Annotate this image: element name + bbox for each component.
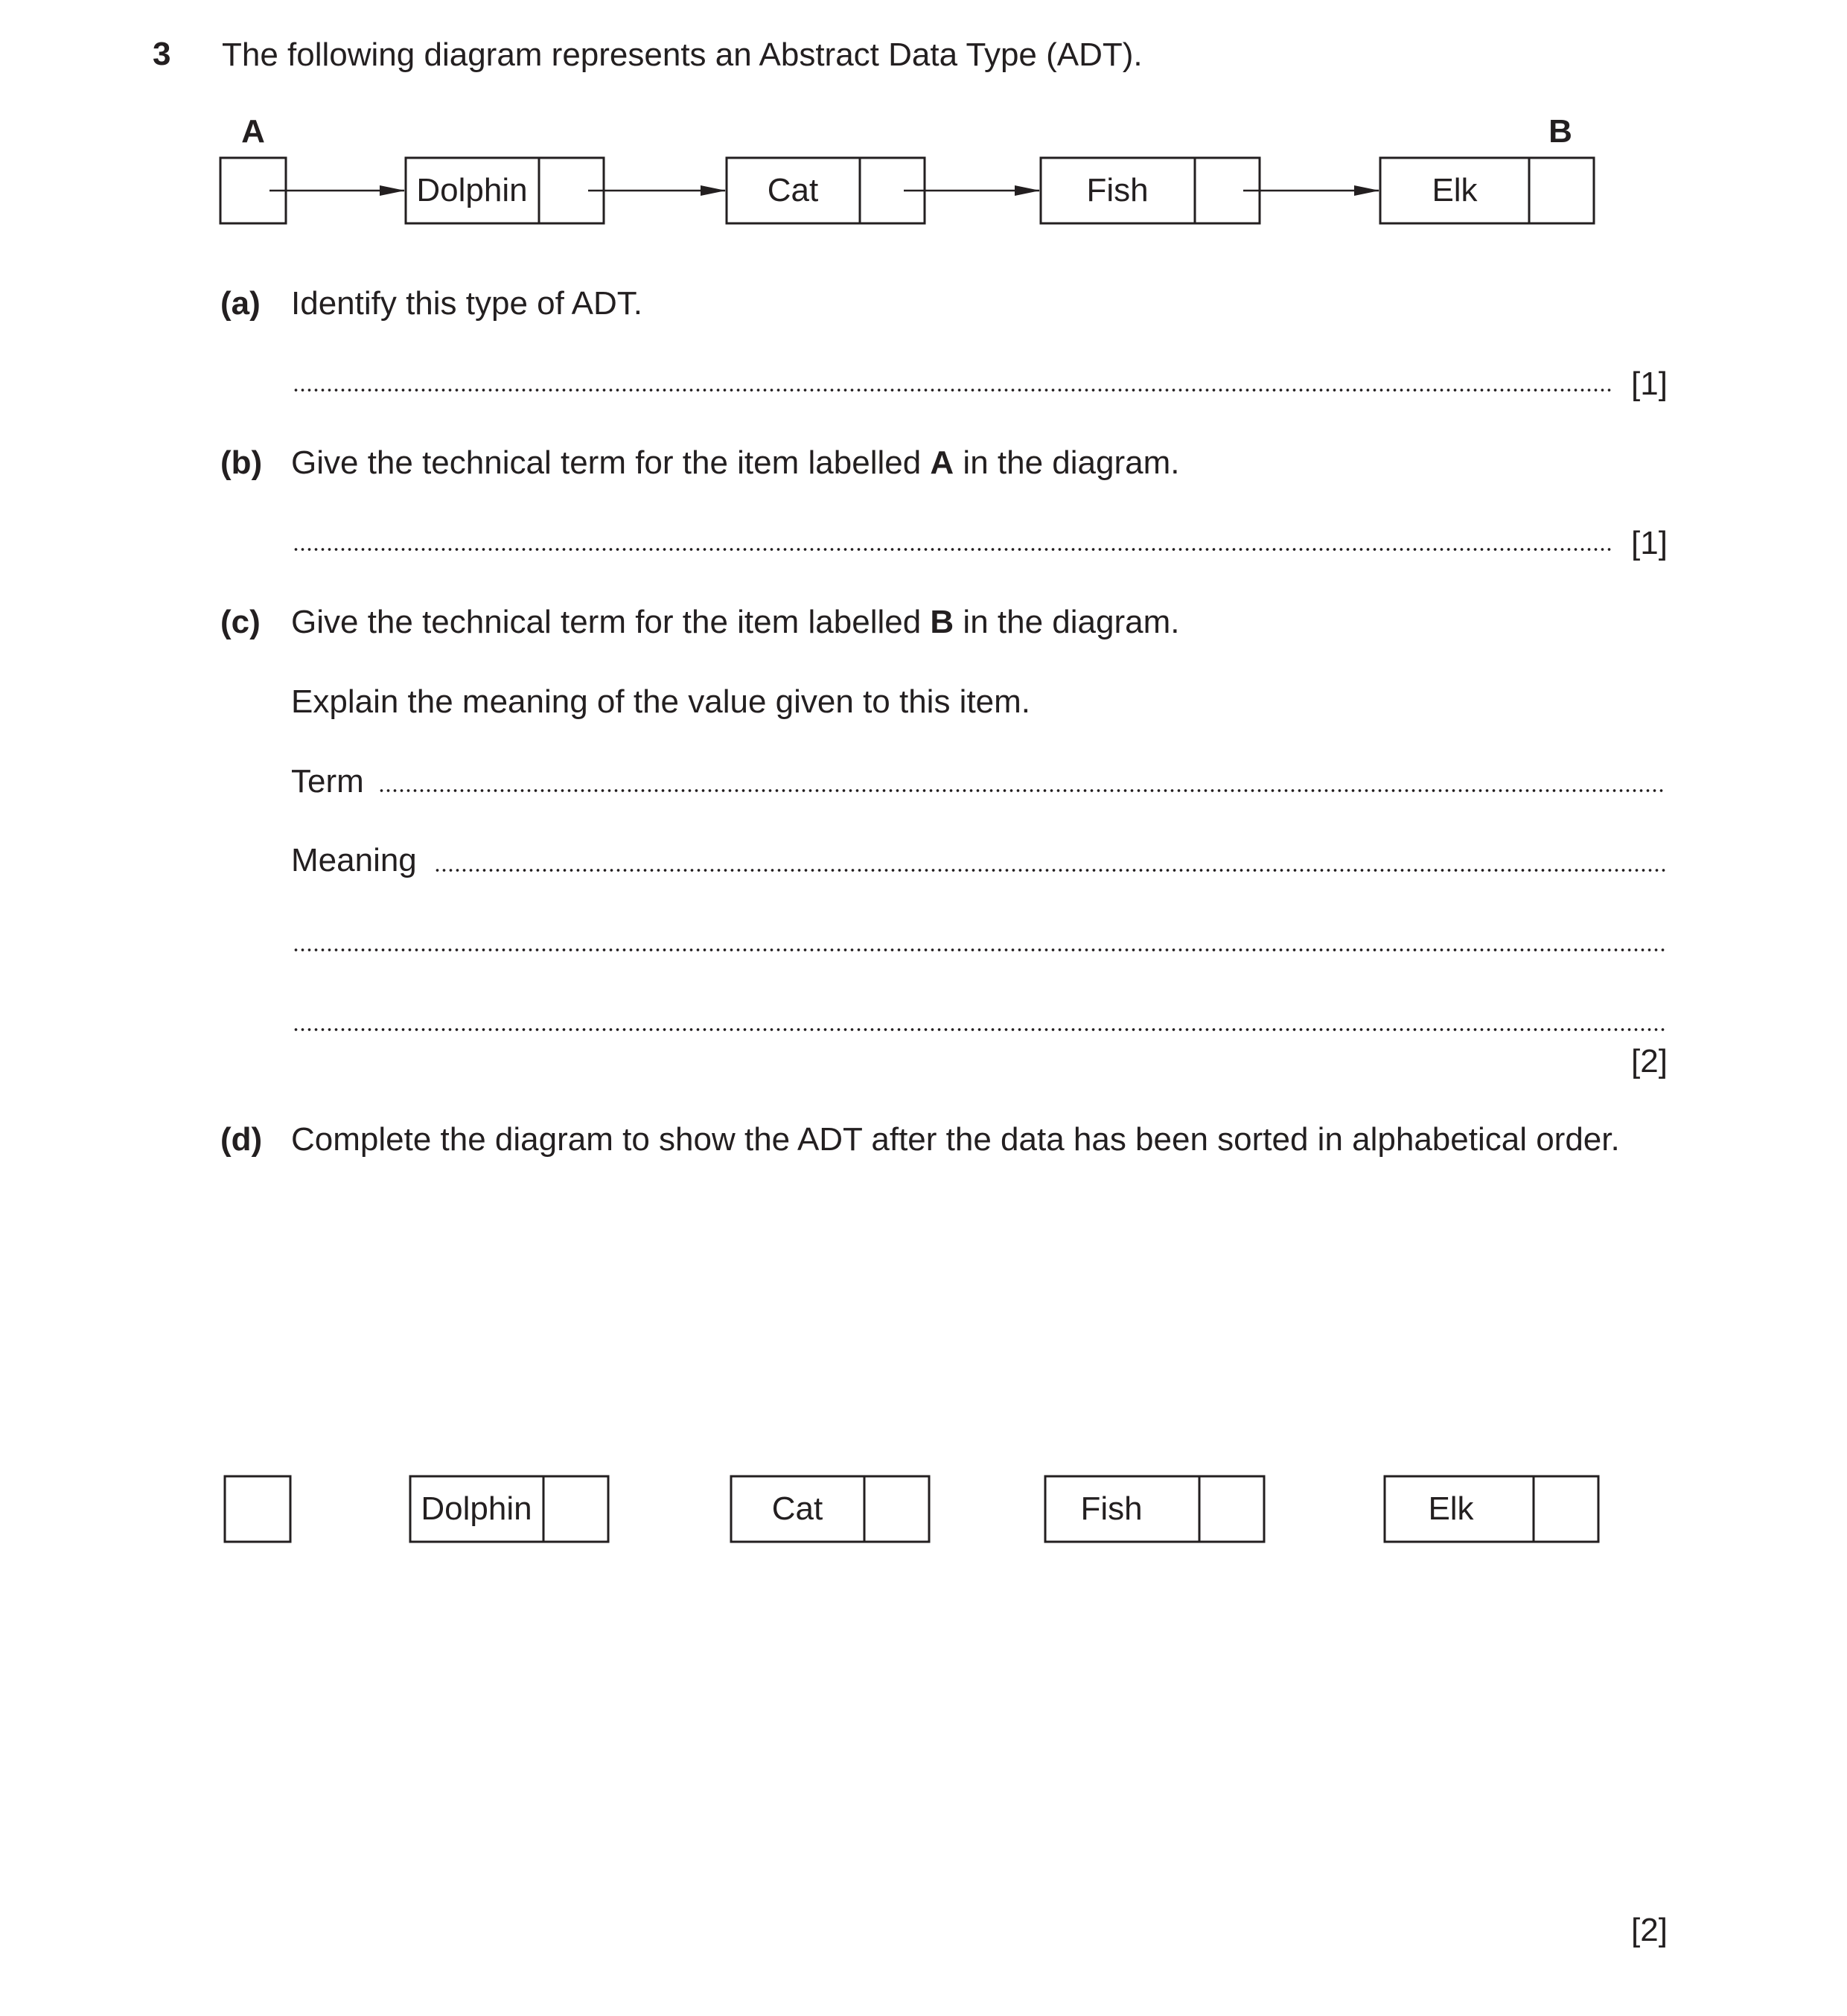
part-c-text bbox=[291, 603, 1179, 642]
node-dolphin bbox=[406, 158, 604, 223]
part-c-text-post: in the diagram. bbox=[954, 604, 1180, 640]
term-label: Term bbox=[291, 763, 364, 800]
part-b-text-post: in the diagram. bbox=[954, 444, 1180, 481]
part-a-answer-line[interactable] bbox=[293, 388, 1612, 392]
question-number: 3 bbox=[153, 36, 171, 72]
sorted-start-pointer-box[interactable] bbox=[225, 1476, 290, 1542]
node-elk-data: Elk bbox=[1432, 172, 1478, 208]
sorted-list-diagram[interactable] bbox=[0, 1459, 1847, 1563]
part-b-marks: [1] bbox=[1631, 525, 1668, 561]
sorted-node-fish bbox=[1045, 1476, 1264, 1542]
term-answer-line[interactable] bbox=[378, 788, 1666, 793]
part-b-answer-line[interactable] bbox=[293, 547, 1612, 552]
part-b-text-bold: A bbox=[930, 444, 954, 481]
node-cat-data: Cat bbox=[767, 172, 819, 208]
part-c-text-pre: Give the technical term for the item labelled bbox=[291, 604, 931, 640]
node-dolphin-data: Dolphin bbox=[416, 172, 528, 208]
sorted-node-elk-data: Elk bbox=[1428, 1490, 1474, 1527]
part-d-marks: [2] bbox=[1631, 1912, 1668, 1948]
part-a-label: (a) bbox=[220, 285, 261, 322]
sorted-node-elk bbox=[1385, 1476, 1598, 1542]
sorted-node-cat bbox=[731, 1476, 929, 1542]
sorted-node-dolphin bbox=[410, 1476, 608, 1542]
sorted-node-fish-data: Fish bbox=[1080, 1490, 1143, 1527]
node-cat bbox=[727, 158, 925, 223]
meaning-label: Meaning bbox=[291, 842, 417, 878]
part-b-text bbox=[291, 444, 1179, 482]
part-c-explain: Explain the meaning of the value given to this item. bbox=[291, 683, 1031, 720]
question-stem: The following diagram represents an Abstract Data Type (ADT). bbox=[222, 36, 1143, 73]
part-c-marks: [2] bbox=[1631, 1043, 1668, 1079]
part-d-label: (d) bbox=[220, 1121, 263, 1158]
label-a: A bbox=[241, 113, 265, 150]
part-a-marks: [1] bbox=[1631, 366, 1668, 402]
part-c-label: (c) bbox=[220, 604, 261, 640]
sorted-node-dolphin-data: Dolphin bbox=[421, 1490, 532, 1527]
part-a-text: Identify this type of ADT. bbox=[291, 285, 643, 322]
part-b-text-pre: Give the technical term for the item labelled bbox=[291, 444, 931, 481]
meaning-answer-line-2[interactable] bbox=[293, 948, 1666, 952]
sorted-node-cat-data: Cat bbox=[771, 1490, 823, 1527]
node-elk bbox=[1380, 158, 1594, 223]
part-c-text-bold: B bbox=[930, 604, 954, 640]
linked-list-diagram bbox=[0, 0, 1847, 246]
node-fish-data: Fish bbox=[1086, 172, 1149, 208]
node-fish bbox=[1041, 158, 1260, 223]
part-d-text: Complete the diagram to show the ADT after the data has been sorted in alphabetical order. bbox=[291, 1121, 1620, 1158]
meaning-answer-line-3[interactable] bbox=[293, 1027, 1666, 1032]
part-b-label: (b) bbox=[220, 444, 263, 481]
meaning-answer-line-1[interactable] bbox=[434, 868, 1666, 873]
label-b: B bbox=[1548, 113, 1572, 150]
